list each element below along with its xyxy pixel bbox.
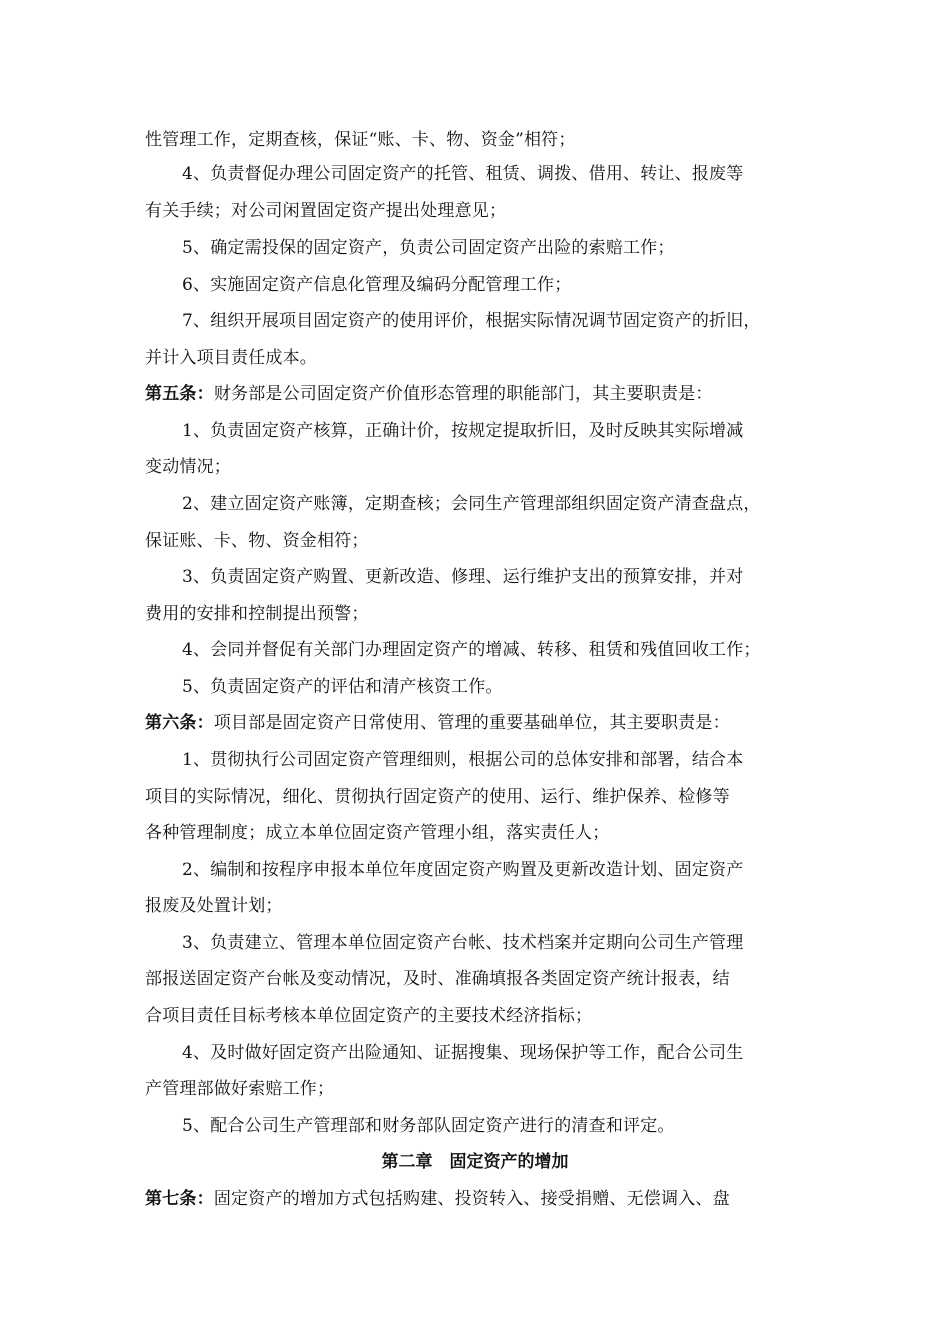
text-line: 6、实施固定资产信息化管理及编码分配管理工作； xyxy=(182,275,572,295)
article-5-text: 财务部是公司固定资产价值形态管理的职能部门，其主要职责是： xyxy=(213,384,713,404)
article-7-paragraph xyxy=(145,1187,730,1211)
article-7-heading: 第七条： xyxy=(145,1189,214,1209)
text-line: 5、负责固定资产的评估和清产核资工作。 xyxy=(182,677,503,697)
text-line: 有关手续；对公司闲置固定资产提出处理意见； xyxy=(145,201,507,221)
text-line: 性管理工作，定期查核，保证“账、卡、物、资金”相符； xyxy=(145,130,576,150)
text-line: 1、负责固定资产核算，正确计价，按规定提取折旧，及时反映其实际增减 xyxy=(182,421,744,441)
text-line: 报废及处置计划； xyxy=(145,896,283,916)
text-line: 3、负责建立、管理本单位固定资产台帐、技术档案并定期向公司生产管理 xyxy=(182,933,744,953)
text-line: 并计入项目责任成本。 xyxy=(145,348,317,368)
text-line: 合项目责任目标考核本单位固定资产的主要技术经济指标； xyxy=(145,1006,593,1026)
text-line: 5、配合公司生产管理部和财务部队固定资产进行的清查和评定。 xyxy=(182,1116,675,1136)
text-line: 保证账、卡、物、资金相符； xyxy=(145,531,369,551)
text-line: 2、编制和按程序申报本单位年度固定资产购置及更新改造计划、固定资产 xyxy=(182,860,744,880)
text-line: 项目的实际情况，细化、贯彻执行固定资产的使用、运行、维护保养、检修等 xyxy=(145,787,730,807)
article-5-heading: 第五条： xyxy=(145,384,214,404)
chapter-title: 第二章 固定资产的增加 xyxy=(381,1152,569,1172)
text-line: 产管理部做好索赔工作； xyxy=(145,1079,335,1099)
text-line: 5、确定需投保的固定资产，负责公司固定资产出险的索赔工作； xyxy=(182,238,675,258)
article-6-text: 项目部是固定资产日常使用、管理的重要基础单位，其主要职责是： xyxy=(213,713,730,733)
text-line: 费用的安排和控制提出预警； xyxy=(145,604,369,624)
text-line: 变动情况； xyxy=(145,457,231,477)
text-line: 3、负责固定资产购置、更新改造、修理、运行维护支出的预算安排，并对 xyxy=(182,567,744,587)
text-line: 4、会同并督促有关部门办理固定资产的增减、转移、租赁和残值回收工作； xyxy=(182,640,761,660)
text-line: 各种管理制度；成立本单位固定资产管理小组，落实责任人； xyxy=(145,823,610,843)
article-5-paragraph xyxy=(145,382,713,406)
text-line: 7、组织开展项目固定资产的使用评价，根据实际情况调节固定资产的折旧， xyxy=(182,311,761,331)
text-line: 4、及时做好固定资产出险通知、证据搜集、现场保护等工作，配合公司生 xyxy=(182,1043,744,1063)
text-line: 1、贯彻执行公司固定资产管理细则，根据公司的总体安排和部署，结合本 xyxy=(182,750,744,770)
text-line: 4、负责督促办理公司固定资产的托管、租赁、调拨、借用、转让、报废等 xyxy=(182,164,744,184)
article-6-heading: 第六条： xyxy=(145,713,214,733)
article-6-paragraph xyxy=(145,711,730,735)
article-7-text: 固定资产的增加方式包括购建、投资转入、接受捐赠、无偿调入、盘 xyxy=(213,1189,730,1209)
text-line: 部报送固定资产台帐及变动情况，及时、准确填报各类固定资产统计报表，结 xyxy=(145,969,730,989)
text-line: 2、建立固定资产账簿，定期查核；会同生产管理部组织固定资产清查盘点， xyxy=(182,494,761,514)
